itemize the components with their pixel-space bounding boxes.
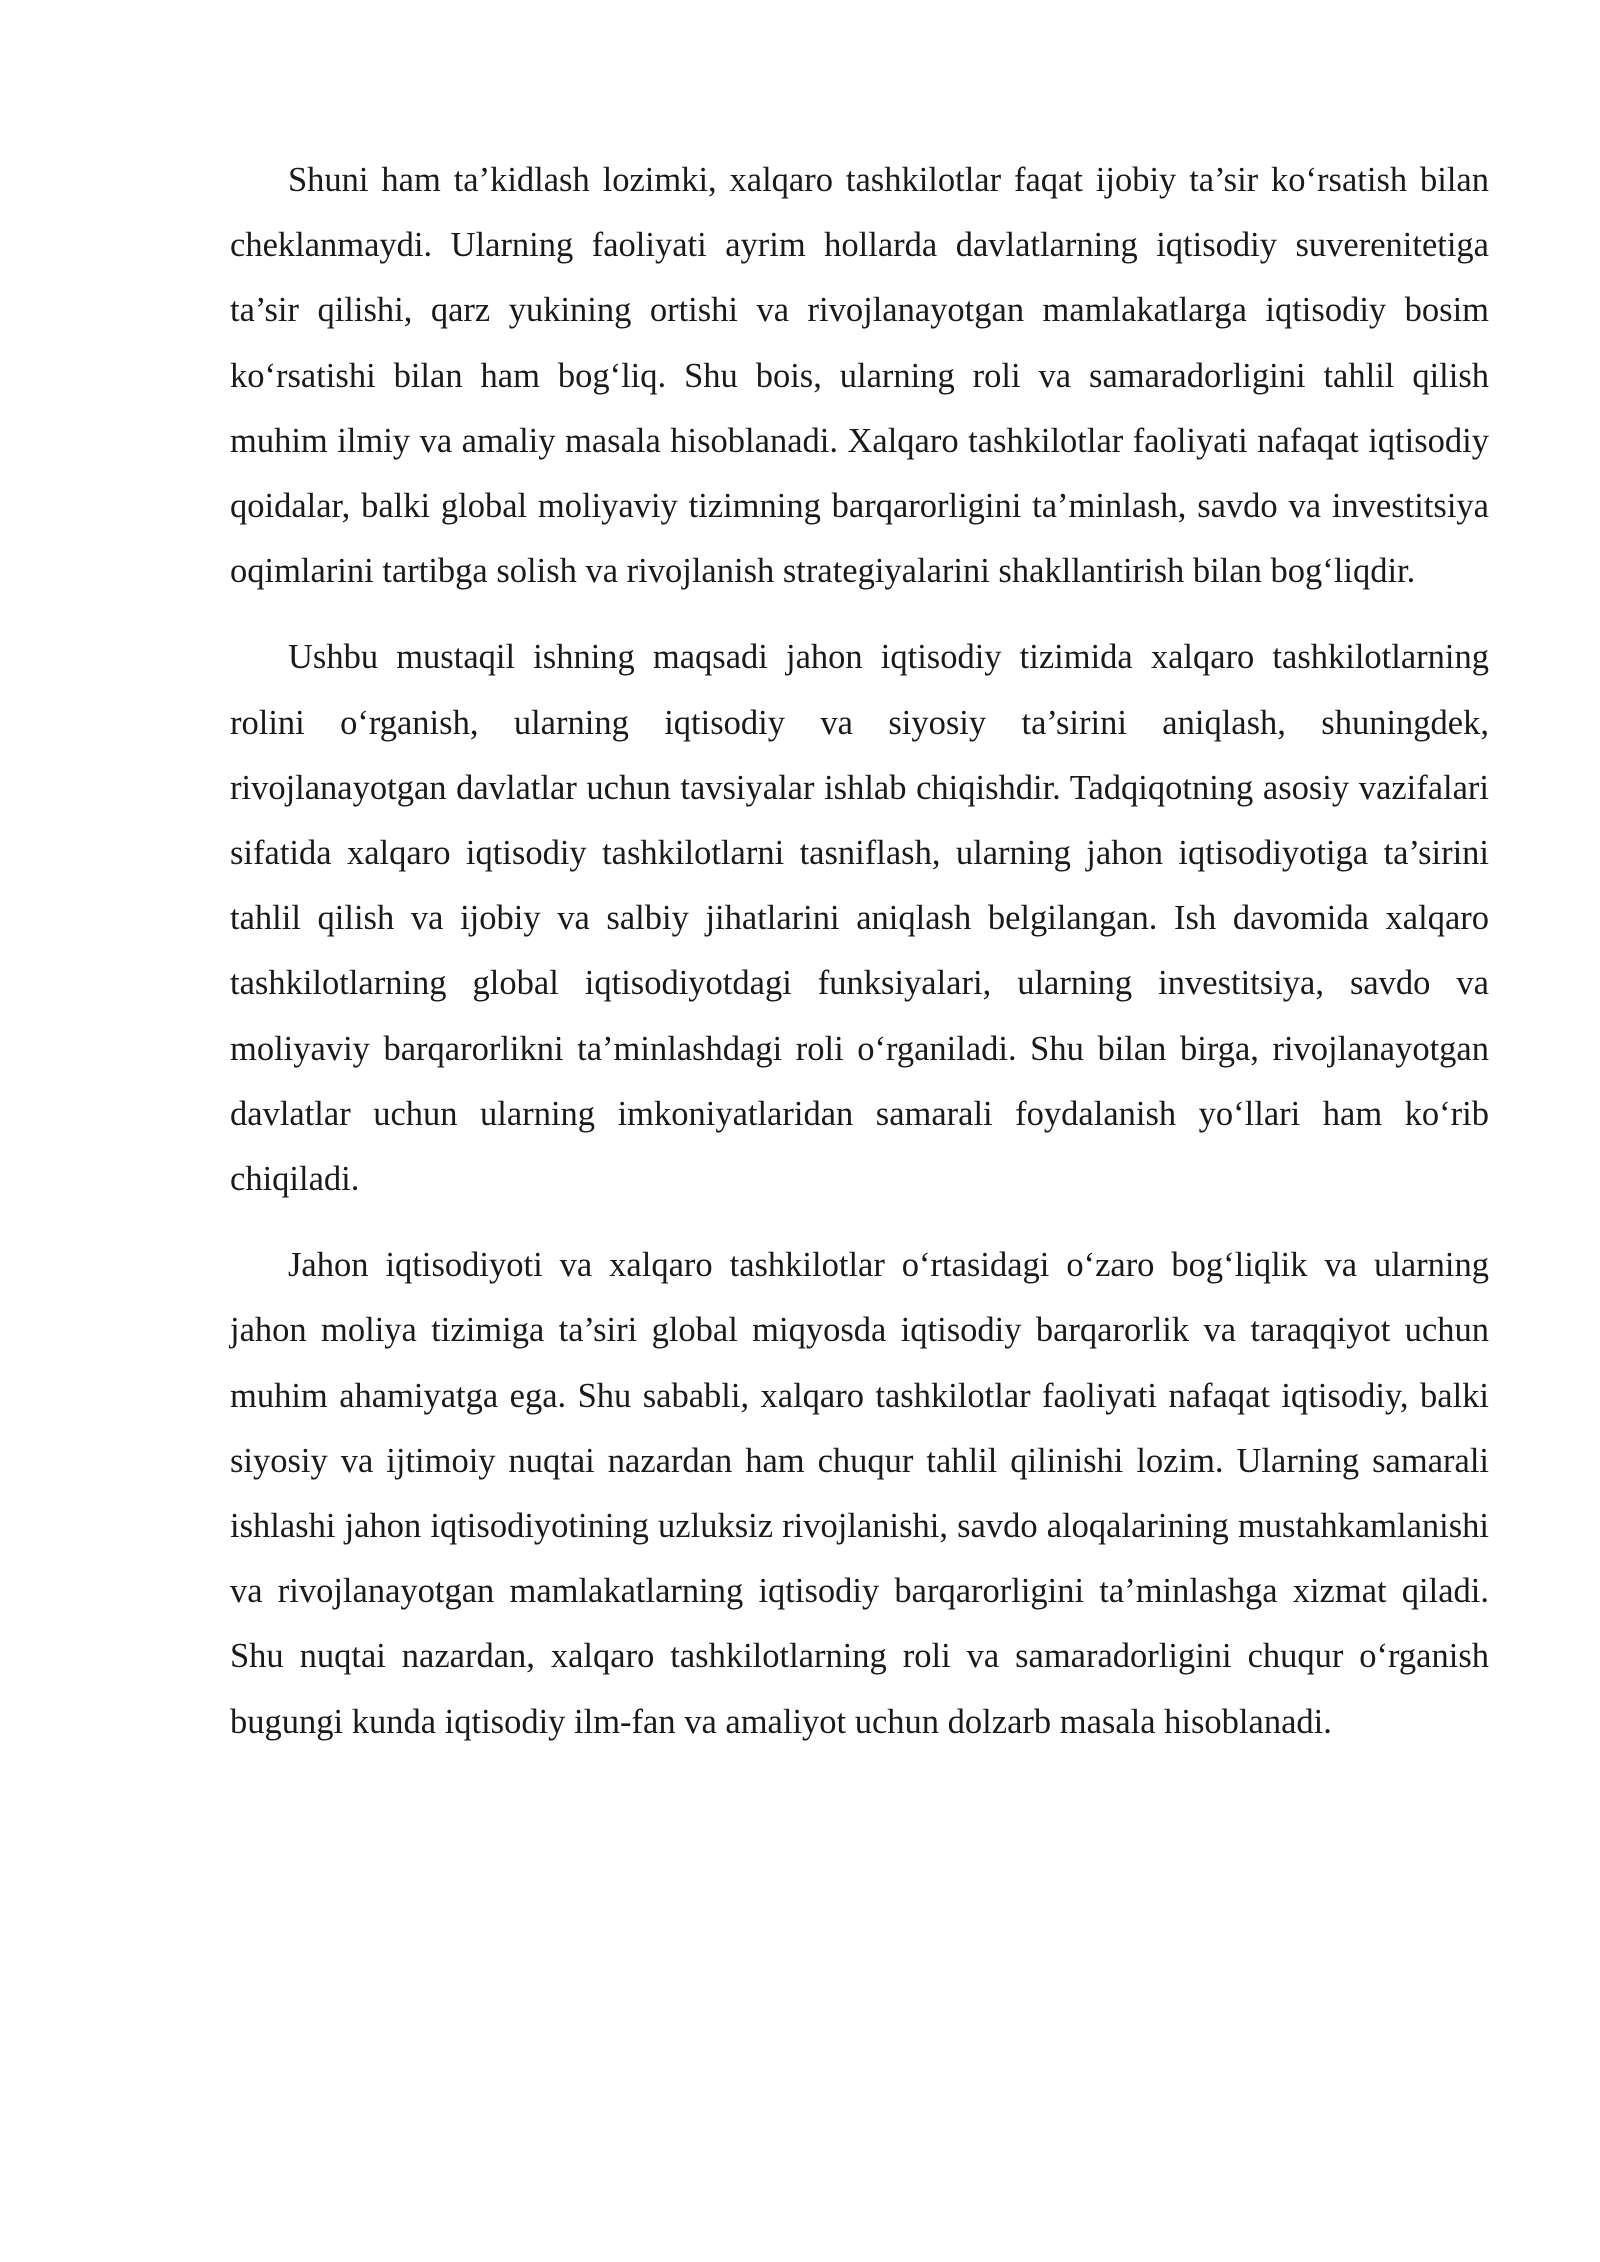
paragraph-2: Ushbu mustaqil ishning maqsadi jahon iqtisodiy tizimida xalqaro tashkilotlarning rolini o‘rganish, ularning iqtisodiy va siyosiy ta’sirini aniqlash, shuningdek, rivojlanayotgan davlatlar uchun tavsiyalar ishlab chiqishdir. Tadqiqotning asosiy vazifalari sifatida xalqaro iqtisodiy tashkilotlarni tasniflash, ularning jahon iqtisodiyotiga ta’sirini tahlil qilish va ijobiy va salbiy jihatlarini aniqlash belgilangan. Ish davomida xalqaro tashkilotlarning global iqtisodiyotdagi funksiyalari, ularning investitsiya, savdo va moliyaviy barqarorlikni ta’minlashdagi roli o‘rganiladi. Shu bilan birga, rivojlanayotgan davlatlar uchun ularning imkoniyatlaridan samarali foydalanish yo‘llari ham ko‘rib chiqiladi. [230,638,1489,1199]
paragraph-3: Jahon iqtisodiyoti va xalqaro tashkilotlar o‘rtasidagi o‘zaro bog‘liqlik va ularning jahon moliya tizimiga ta’siri global miqyosda iqtisodiy barqarorlik va taraqqiyot uchun muhim ahamiyatga ega. Shu sababli, xalqaro tashkilotlar faoliyati nafaqat iqtisodiy, balki siyosiy va ijtimoiy nuqtai nazardan ham chuqur tahlil qilinishi lozim. Ularning samarali ishlashi jahon iqtisodiyotining uzluksiz rivojlanishi, savdo aloqalarining mustahkamlanishi va rivojlanayotgan mamlakatlarning iqtisodiy barqarorligini ta’minlashga xizmat qiladi. Shu nuqtai nazardan, xalqaro tashkilotlarning roli va samaradorligini chuqur o‘rganish bugungi kunda iqtisodiy ilm-fan va amaliyot uchun dolzarb masala hisoblanadi. [230,1246,1489,1741]
document-page [230,148,1489,1776]
paragraph-1: Shuni ham ta’kidlash lozimki, xalqaro tashkilotlar faqat ijobiy ta’sir ko‘rsatish bilan cheklanmaydi. Ularning faoliyati ayrim hollarda davlatlarning iqtisodiy suverenitetiga ta’sir qilishi, qarz yukining ortishi va rivojlanayotgan mamlakatlarga iqtisodiy bosim ko‘rsatishi bilan ham bog‘liq. Shu bois, ularning roli va samaradorligini tahlil qilish muhim ilmiy va amaliy masala hisoblanadi. Xalqaro tashkilotlar faoliyati nafaqat iqtisodiy qoidalar, balki global moliyaviy tizimning barqarorligini ta’minlash, savdo va investitsiya oqimlarini tartibga solish va rivojlanish strategiyalarini shakllantirish bilan bog‘liqdir. [230,161,1489,591]
